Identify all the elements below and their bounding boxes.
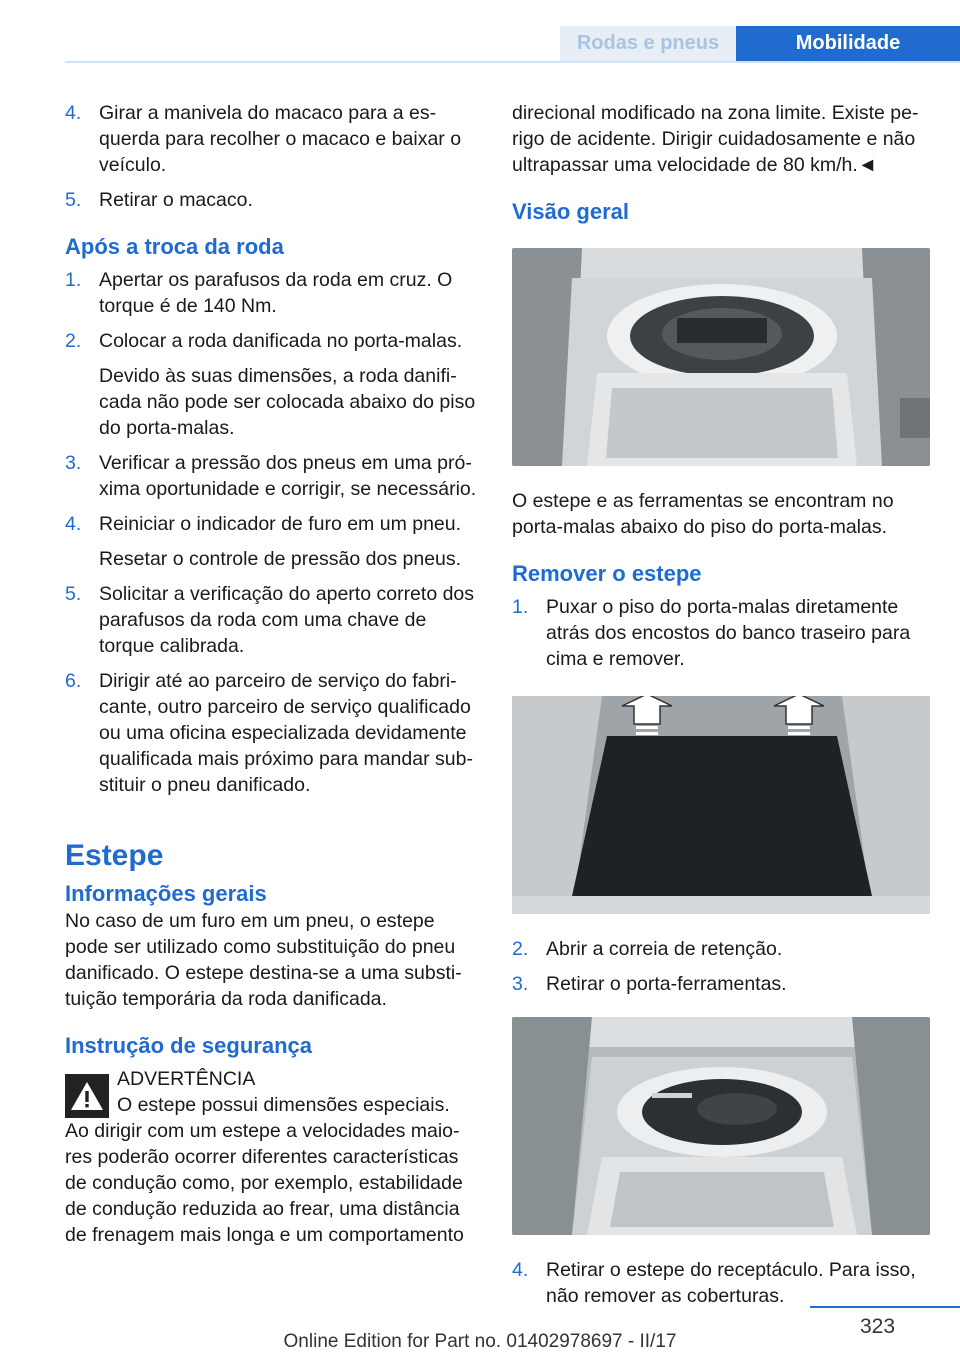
warning-triangle-icon [65, 1074, 109, 1118]
list-item [65, 100, 480, 178]
section-heading-after-change: Após a troca da roda [65, 234, 284, 259]
list-number: 5. [65, 583, 82, 605]
edition-footer: Online Edition for Part no. 01402978697 - II/17 [283, 1331, 677, 1352]
list-text: Abrir a correia de retenção. [546, 938, 783, 960]
list-item [512, 936, 930, 962]
list-number: 3. [65, 452, 82, 474]
list-text: Solicitar a verificação do aperto correto dos parafusos da roda com uma chave de torque calibrada. [99, 583, 475, 657]
list-number: 4. [65, 513, 82, 535]
header-chapter-tab: Mobilidade [736, 26, 960, 61]
list-item [65, 668, 480, 798]
list-item [512, 594, 930, 672]
left-column [65, 100, 480, 1248]
list-continued [65, 100, 480, 213]
warning-paragraph-continued: direcional modificado na zona limite. Existe perigo de acidente. Dirigir cuidadosamente e não ultrapassar uma velocidade de 80 km/h.◄ [512, 102, 919, 176]
trunk-floor-lift-image [512, 696, 930, 914]
list-number: 4. [512, 1259, 529, 1281]
list-extra: Resetar o controle de pressão dos pneus. [99, 548, 462, 570]
section-heading-info: Informações gerais [65, 881, 267, 906]
list-number: 1. [65, 269, 82, 291]
list-item [65, 328, 480, 441]
list-item [65, 187, 480, 213]
header-section-tab: Rodas e pneus [560, 26, 736, 61]
page-number: 323 [860, 1315, 896, 1338]
section-heading-remove: Remover o estepe [512, 561, 702, 586]
warning-line: O estepe possui dimensões especiais. [117, 1094, 450, 1116]
list-text: Puxar o piso do porta-malas diretamente atrás dos encostos do banco traseiro para cima e remover. [546, 596, 911, 670]
list-number: 2. [512, 938, 529, 960]
section-heading-overview: Visão geral [512, 199, 629, 224]
trunk-spare-wheel-image [512, 248, 930, 466]
list-number: 6. [65, 670, 82, 692]
list-text: Apertar os parafusos da roda em cruz. O torque é de 140 Nm. [99, 269, 453, 317]
warning-label: ADVERTÊNCIA [117, 1068, 256, 1090]
list-item [512, 1257, 930, 1309]
list-number: 4. [65, 102, 82, 124]
list-text: Retirar o estepe do receptáculo. Para isso, não remover as coberturas. [546, 1259, 916, 1307]
chapter-heading-estepe: Estepe [65, 839, 164, 872]
list-item [65, 267, 480, 319]
list-text: Girar a manivela do macaco para a esquerda para recolher o macaco e baixar o veículo. [99, 102, 462, 176]
list-item [512, 971, 930, 997]
list-extra: Devido às suas dimensões, a roda danificada não pode ser colocada abaixo do piso do porta-malas. [99, 365, 476, 439]
list-number: 2. [65, 330, 82, 352]
section-heading-safety: Instrução de segurança [65, 1033, 312, 1058]
after-change-list [65, 267, 480, 798]
list-number: 1. [512, 596, 529, 618]
list-text: Retirar o macaco. [99, 189, 253, 211]
list-text: Verificar a pressão dos pneus em uma próxima oportunidade e corrigir, se necessário. [99, 452, 477, 500]
warning-block [65, 1066, 480, 1118]
warning-paragraph: Ao dirigir com um estepe a velocidades maiores poderão ocorrer diferentes características de condução como, por exemplo, estabilidade de condução reduzida ao frear, uma distância de frenagem mais longa e um comportamento [65, 1120, 464, 1246]
list-item [65, 450, 480, 502]
list-text: Colocar a roda danificada no porta-malas. [99, 330, 463, 352]
list-item [65, 581, 480, 659]
overview-caption: O estepe e as ferramentas se encontram no porta-malas abaixo do piso do porta-malas. [512, 490, 894, 538]
header-divider [65, 61, 960, 63]
right-column [512, 100, 930, 1318]
list-text: Dirigir até ao parceiro de serviço do fabricante, outro parceiro de serviço qualificado ou uma oficina especializada devidamente qualificada mais próximo para mandar substituir o pneu danificado. [99, 670, 473, 796]
info-paragraph: No caso de um furo em um pneu, o estepe pode ser utilizado como substituição do pneu danificado. O estepe destina-se a uma substituição temporária da roda danificada. [65, 910, 462, 1010]
list-text: Retirar o porta-ferramentas. [546, 973, 787, 995]
footer-divider [810, 1306, 960, 1308]
list-number: 5. [65, 189, 82, 211]
list-number: 3. [512, 973, 529, 995]
trunk-spare-wheel-open-image [512, 1017, 930, 1235]
list-item [65, 511, 480, 572]
list-text: Reiniciar o indicador de furo em um pneu. [99, 513, 462, 535]
